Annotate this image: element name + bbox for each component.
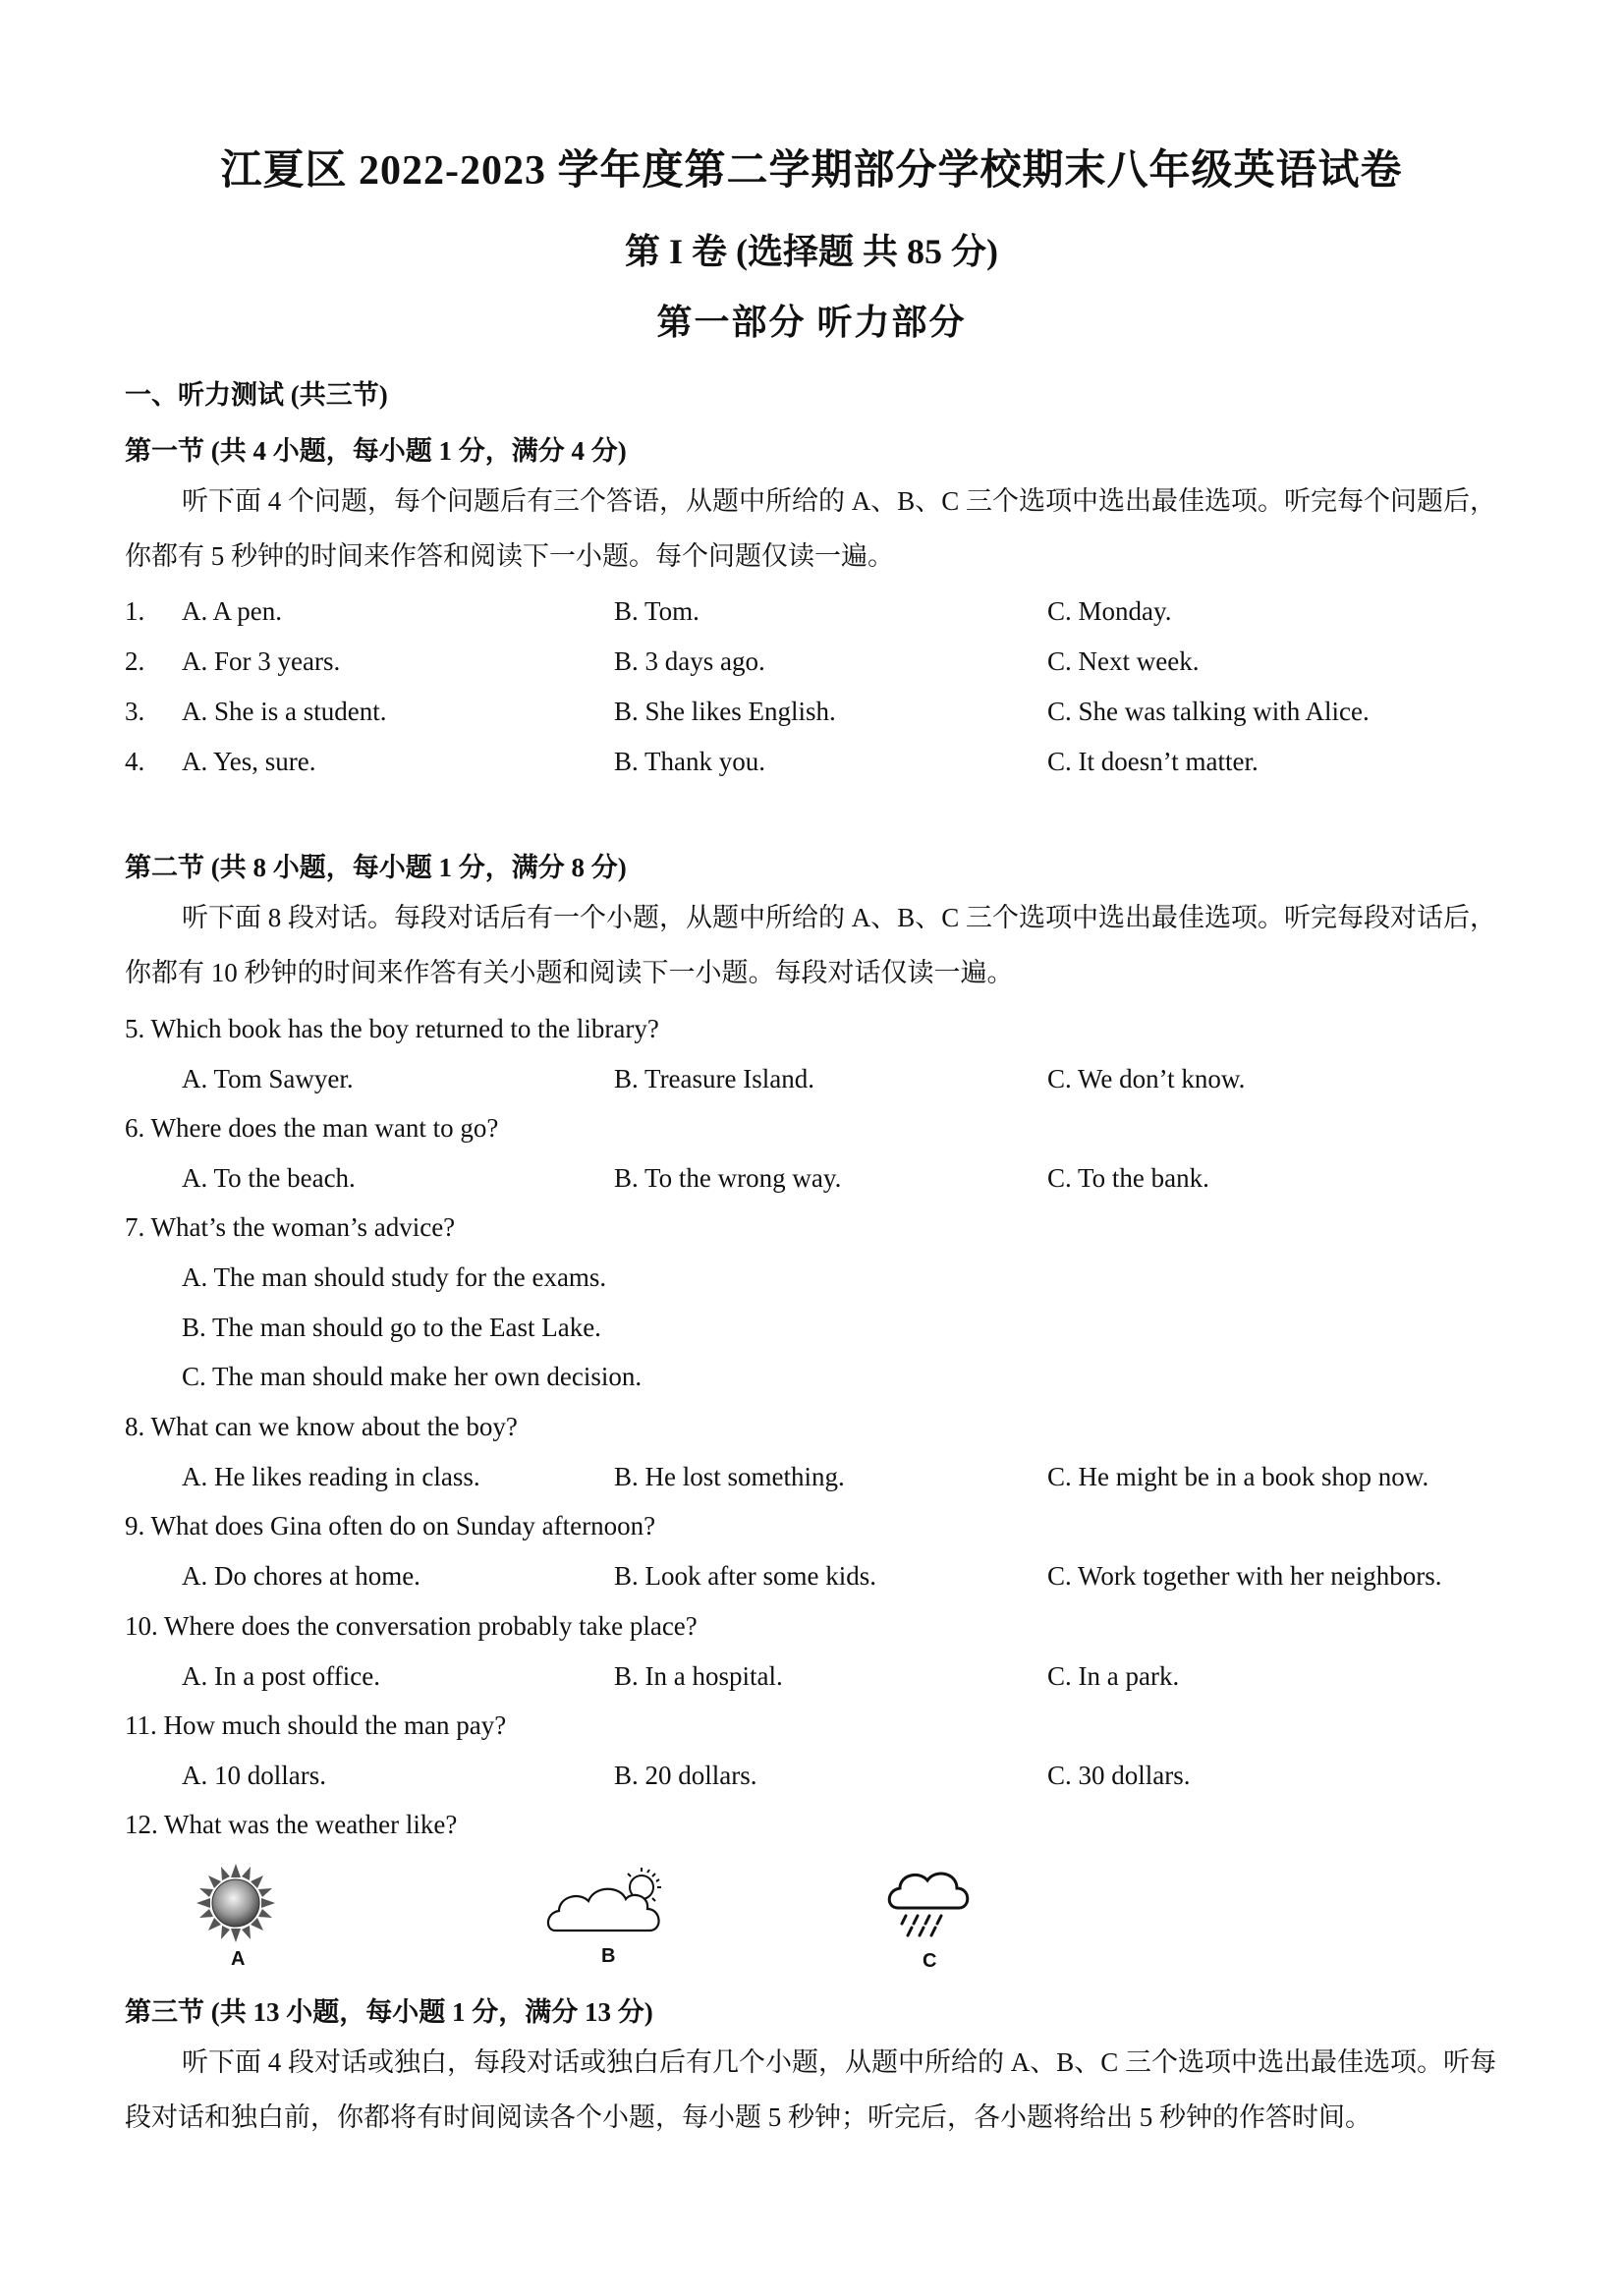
option-b: B. In a hospital.: [614, 1661, 783, 1691]
item-number: 4.: [125, 747, 145, 776]
option-c: C. It doesn’t matter.: [1047, 747, 1259, 776]
figure-label-a: A: [231, 1948, 246, 1970]
question-text: 11. How much should the man pay?: [125, 1710, 507, 1740]
option-a: A. A pen.: [182, 596, 283, 626]
option-c: C. We don’t know.: [1047, 1064, 1246, 1093]
option-a: A. He likes reading in class.: [182, 1462, 480, 1491]
option-a: A. 10 dollars.: [182, 1761, 326, 1790]
sub1-instructions: 听下面 4 个问题，每个问题后有三个答语，从题中所给的 A、B、C 三个选项中选出最佳选项。听完每个问题后，你都有 5 秒钟的时间来作答和阅读下一小题。每个问题仅读一遍。: [125, 486, 1497, 571]
option-a: A. For 3 years.: [182, 646, 341, 676]
exam-title: 江夏区 2022-2023 学年度第二学期部分学校期末八年级英语试卷: [220, 148, 1403, 194]
option-b: B. Thank you.: [614, 747, 765, 776]
section-heading: 一、听力测试 (共三节): [125, 380, 388, 410]
figure-label-c: C: [923, 1950, 937, 1972]
option-a: A. Tom Sawyer.: [182, 1064, 354, 1093]
option-b: B. 3 days ago.: [614, 646, 765, 676]
sub2-instructions: 听下面 8 段对话。每段对话后有一个小题，从题中所给的 A、B、C 三个选项中选出最佳选项。听完每段对话后，你都有 10 秒钟的时间来作答有关小题和阅读下一小题。每段对话仅读一遍。: [125, 903, 1497, 987]
sub3-instructions: 听下面 4 段对话或独白，每段对话或独白后有几个小题，从题中所给的 A、B、C 三个选项中选出最佳选项。听每段对话和独白前，你都将有时间阅读各个小题，每小题 5 秒钟；听完后，各小题将给出 5 秒钟的作答时间。: [125, 2047, 1497, 2132]
option-a: A. To the beach.: [182, 1163, 356, 1193]
option-c: C. She was talking with Alice.: [1047, 697, 1370, 726]
option-b: B. Treasure Island.: [614, 1064, 814, 1093]
option-b: B. To the wrong way.: [614, 1163, 842, 1193]
option-c: C. To the bank.: [1047, 1163, 1209, 1193]
question-text: 7. What’s the woman’s advice?: [125, 1212, 456, 1242]
question-text: 6. Where does the man want to go?: [125, 1113, 499, 1143]
question-text: 12. What was the weather like?: [125, 1810, 458, 1839]
option-c: C. He might be in a book shop now.: [1047, 1462, 1429, 1491]
option-a: A. Yes, sure.: [182, 747, 316, 776]
option-c: C. The man should make her own decision.: [182, 1362, 643, 1391]
option-c: C. Work together with her neighbors.: [1047, 1561, 1442, 1591]
sub1-heading: 第一节 (共 4 小题，每小题 1 分，满分 4 分): [125, 436, 627, 466]
sub2-heading: 第二节 (共 8 小题，每小题 1 分，满分 8 分): [125, 853, 627, 882]
question-text: 9. What does Gina often do on Sunday afternoon?: [125, 1511, 656, 1540]
option-b: B. He lost something.: [614, 1462, 845, 1491]
item-number: 2.: [125, 646, 145, 676]
partly-cloudy-icon: [543, 1862, 676, 1940]
option-a: A. She is a student.: [182, 697, 387, 726]
sun-icon: [192, 1864, 280, 1942]
question-text: 10. Where does the conversation probably take place?: [125, 1611, 698, 1641]
option-b: B. The man should go to the East Lake.: [182, 1313, 601, 1342]
option-b: B. 20 dollars.: [614, 1761, 757, 1790]
option-a: A. The man should study for the exams.: [182, 1262, 607, 1292]
rain-icon: [884, 1867, 973, 1945]
sub3-heading: 第三节 (共 13 小题，每小题 1 分，满分 13 分): [125, 1997, 653, 2027]
volume-heading: 第 I 卷 (选择题 共 85 分): [625, 232, 998, 271]
item-number: 1.: [125, 596, 145, 626]
part-heading: 第一部分 听力部分: [656, 303, 967, 342]
option-a: A. In a post office.: [182, 1661, 380, 1691]
option-c: C. Next week.: [1047, 646, 1200, 676]
question-text: 8. What can we know about the boy?: [125, 1412, 518, 1441]
figure-label-b: B: [601, 1945, 616, 1967]
item-number: 3.: [125, 697, 145, 726]
option-c: C. In a park.: [1047, 1661, 1180, 1691]
option-c: C. 30 dollars.: [1047, 1761, 1191, 1790]
option-b: B. Tom.: [614, 596, 700, 626]
option-a: A. Do chores at home.: [182, 1561, 420, 1591]
option-b: B. She likes English.: [614, 697, 836, 726]
option-b: B. Look after some kids.: [614, 1561, 876, 1591]
option-c: C. Monday.: [1047, 596, 1172, 626]
question-text: 5. Which book has the boy returned to the library?: [125, 1014, 659, 1043]
